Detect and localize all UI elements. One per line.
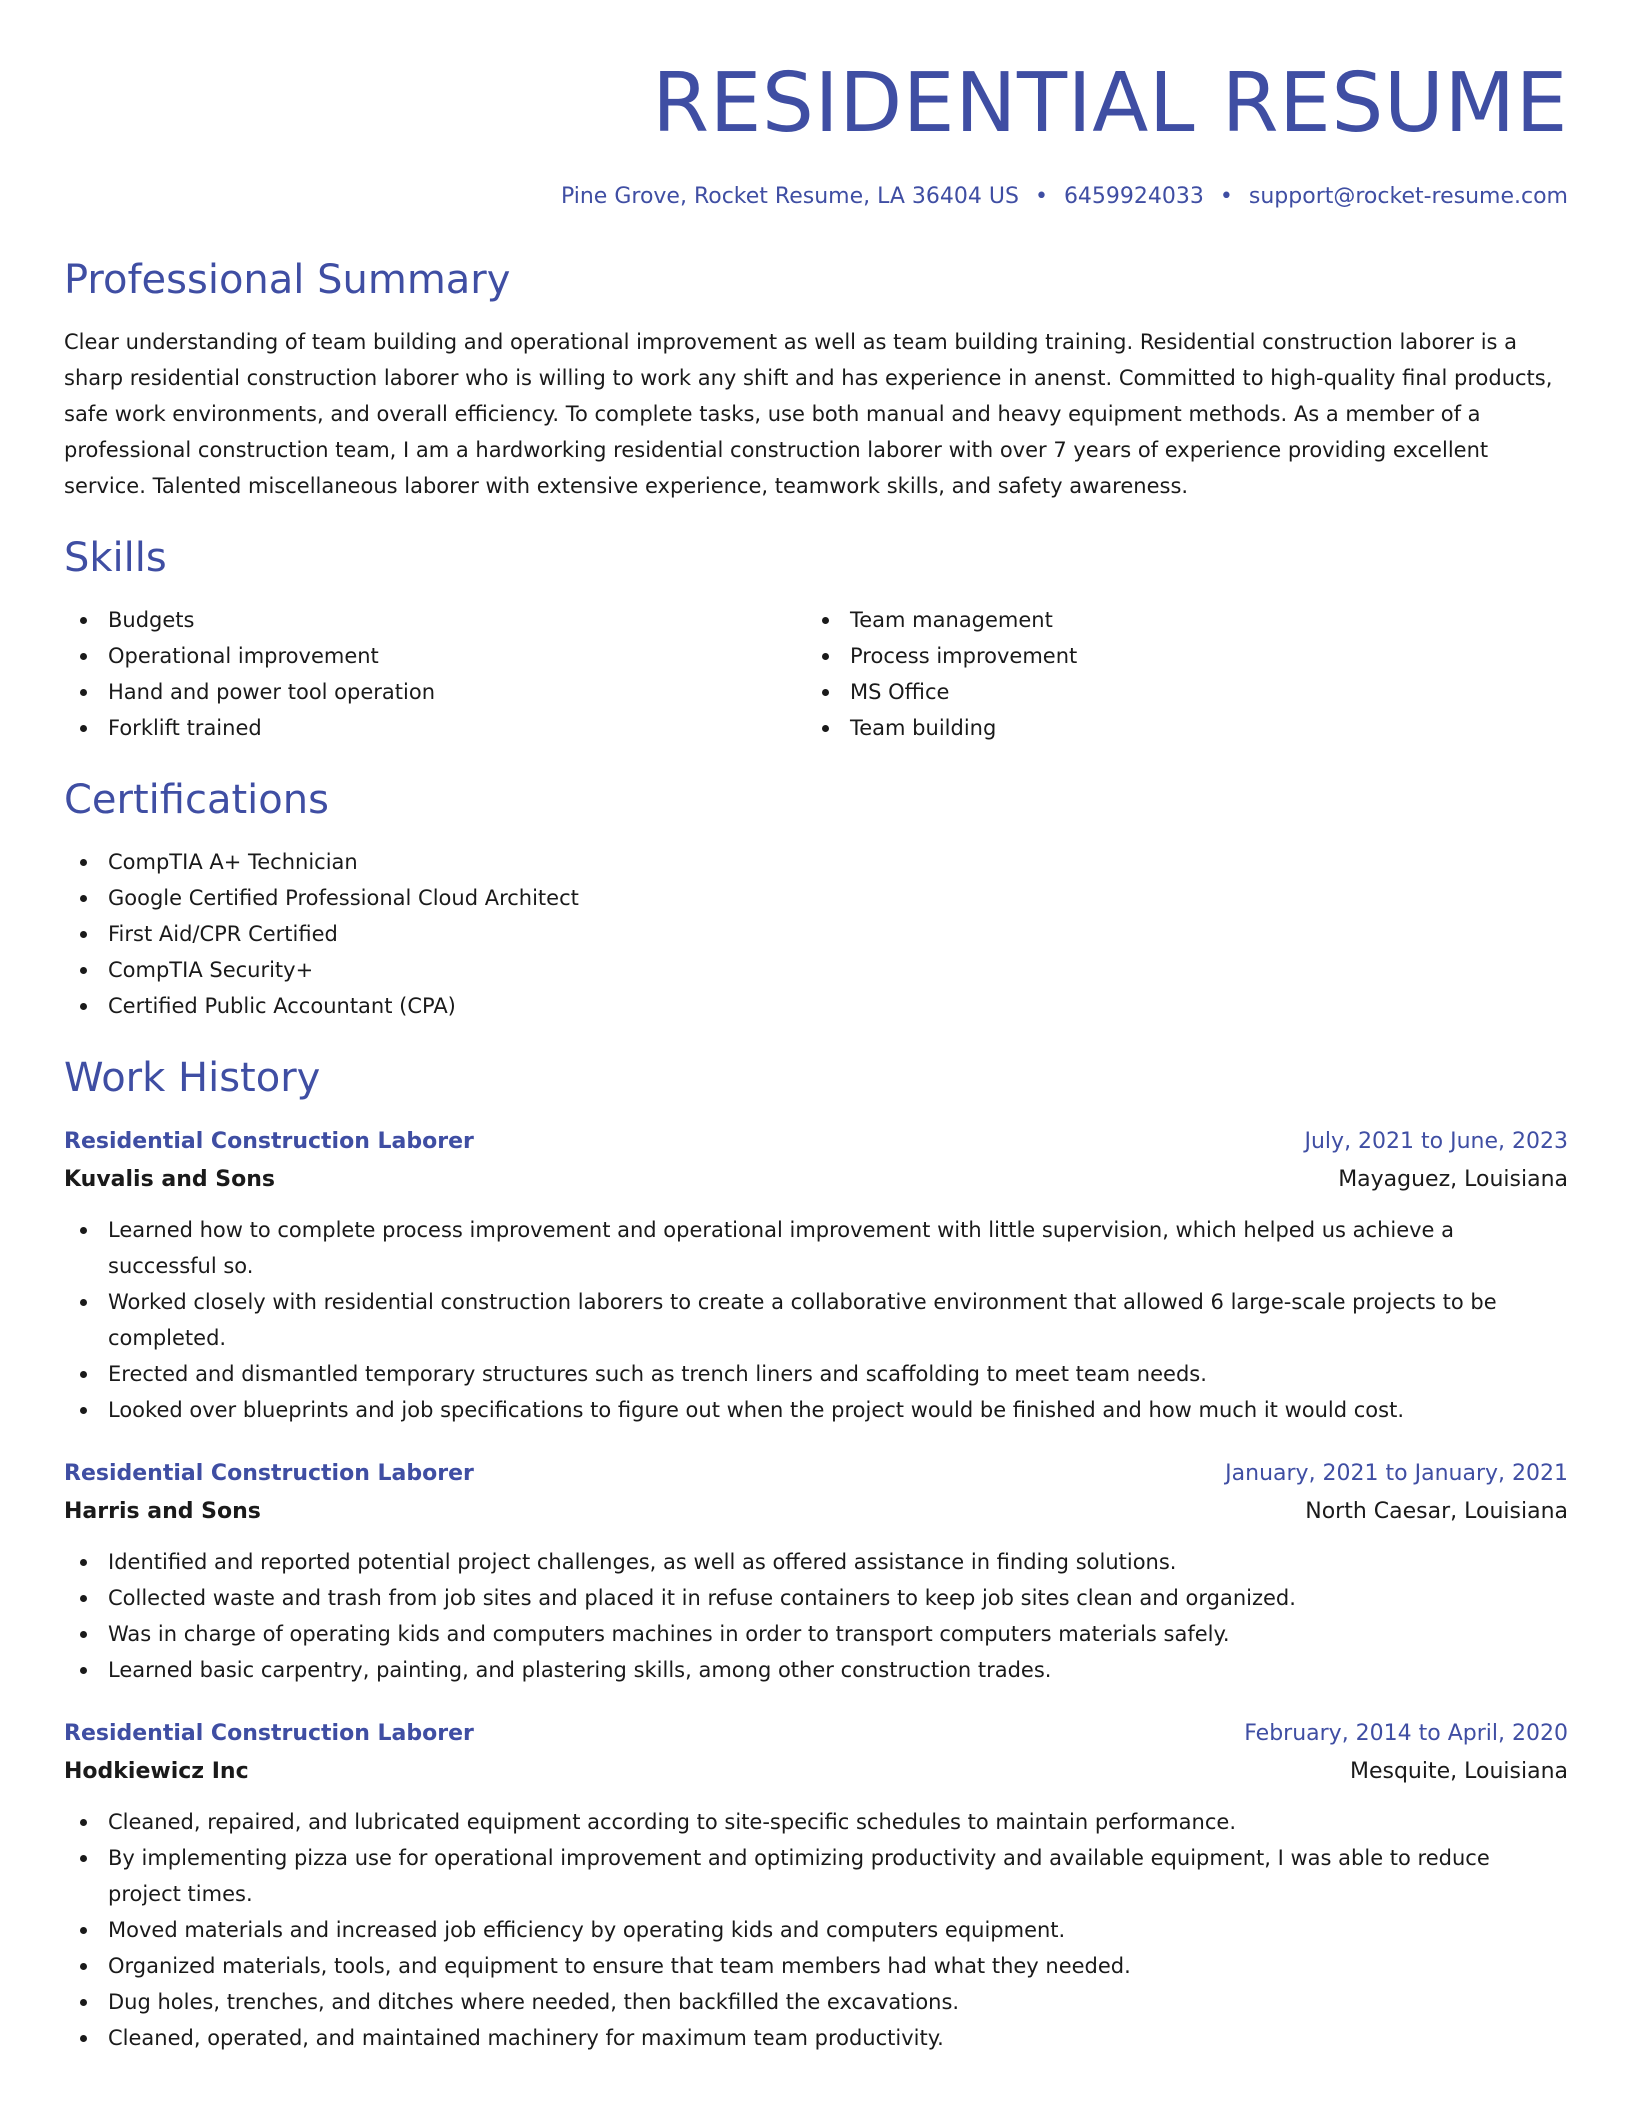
job-bullet: Cleaned, operated, and maintained machinery for maximum team productivity. [64,2020,1568,2056]
certification-item: Certified Public Accountant (CPA) [64,988,1568,1024]
job-header [64,1716,1568,1752]
job-dates: February, 2014 to April, 2020 [1244,1721,1568,1746]
job-bullets [64,1212,1568,1428]
certification-item: CompTIA Security+ [64,952,1568,988]
job-employer-row [64,1492,1568,1532]
job-header [64,1124,1568,1160]
job-bullet: Was in charge of operating kids and computers machines in order to transport computers materials safely. [64,1616,1568,1652]
certification-item: CompTIA A+ Technician [64,844,1568,880]
job-company: Kuvalis and Sons [64,1167,275,1192]
contact-address: Pine Grove, Rocket Resume, LA 36404 US [560,184,1019,209]
skill-item: Team building [806,710,1548,746]
job-bullet: Looked over blueprints and job specifications to figure out when the project would be finished and how much it would cost. [64,1392,1568,1428]
job-entry [64,1124,1568,1428]
job-header [64,1456,1568,1492]
job-bullets [64,1804,1568,2056]
skills-heading: Skills [64,535,167,581]
certification-item: First Aid/CPR Certified [64,916,1568,952]
job-company: Harris and Sons [64,1499,261,1524]
job-bullet: Moved materials and increased job efficiency by operating kids and computers equipment. [64,1912,1568,1948]
job-bullet: Erected and dismantled temporary structures such as trench liners and scaffolding to meet team needs. [64,1356,1568,1392]
summary-text: Clear understanding of team building and operational improvement as well as team building training. Residential construction laborer is a sharp residential construction laborer who is willing to work any shift and has experience in anenst. Committed to high-quality final products, safe work environments, and overall efficiency. To complete tasks, use both manual and heavy equipment methods. As a member of a professional construction team, I am a hardworking residential construction laborer with over 7 years of experience providing excellent service. Talented miscellaneous laborer with extensive experience, teamwork skills, and safety awareness. [64,330,1553,498]
job-bullet: Identified and reported potential project challenges, as well as offered assistance in finding solutions. [64,1544,1568,1580]
job-company: Hodkiewicz Inc [64,1759,249,1784]
job-location: North Caesar, Louisiana [1305,1499,1568,1524]
job-bullet: Dug holes, trenches, and ditches where needed, then backfilled the excavations. [64,1984,1568,2020]
skills-list-right [806,602,1548,746]
resume-page [64,0,1568,2056]
job-bullet: Learned basic carpentry, painting, and plastering skills, among other construction trades. [64,1652,1568,1688]
contact-phone: 6459924033 [1063,184,1204,209]
job-employer-row [64,1160,1568,1200]
job-bullets [64,1544,1568,1688]
job-employer-row [64,1752,1568,1792]
skill-item: Forklift trained [64,710,806,746]
skill-item: Hand and power tool operation [64,674,806,710]
job-bullet: Worked closely with residential construction laborers to create a collaborative environment that allowed 6 large-scale projects to be completed. [64,1284,1568,1356]
certifications-heading: Certifications [64,777,329,823]
job-title: Residential Construction Laborer [64,1721,474,1746]
job-bullet: By implementing pizza use for operational improvement and optimizing productivity and available equipment, I was able to reduce project times. [64,1840,1568,1912]
job-bullet: Cleaned, repaired, and lubricated equipment according to site-specific schedules to maintain performance. [64,1804,1568,1840]
contact-line [64,182,1568,212]
job-bullet: Learned how to complete process improvement and operational improvement with little supervision, which helped us achieve a successful so. [64,1212,1568,1284]
skill-item: Operational improvement [64,638,806,674]
skills-list-left [64,602,806,746]
resume-title: RESIDENTIAL RESUME [652,56,1568,151]
contact-separator: • [1219,184,1233,209]
skill-item: MS Office [806,674,1548,710]
job-dates: July, 2021 to June, 2023 [1304,1129,1568,1154]
job-bullet: Collected waste and trash from job sites and placed it in refuse containers to keep job sites clean and organized. [64,1580,1568,1616]
job-title: Residential Construction Laborer [64,1129,474,1154]
skill-item: Budgets [64,602,806,638]
job-entry [64,1716,1568,2056]
skills-columns [64,602,1568,746]
skill-item: Team management [806,602,1548,638]
job-location: Mayaguez, Louisiana [1338,1167,1568,1192]
job-dates: January, 2021 to January, 2021 [1225,1461,1568,1486]
job-title: Residential Construction Laborer [64,1461,474,1486]
certification-item: Google Certified Professional Cloud Architect [64,880,1568,916]
work-history-heading: Work History [64,1055,321,1101]
certifications-list [64,844,1568,1024]
job-location: Mesquite, Louisiana [1349,1759,1568,1784]
job-bullet: Organized materials, tools, and equipment to ensure that team members had what they needed. [64,1948,1568,1984]
job-entry [64,1456,1568,1688]
skill-item: Process improvement [806,638,1548,674]
contact-separator: • [1034,184,1048,209]
contact-email: support@rocket-resume.com [1248,184,1568,209]
summary-heading: Professional Summary [64,257,511,303]
